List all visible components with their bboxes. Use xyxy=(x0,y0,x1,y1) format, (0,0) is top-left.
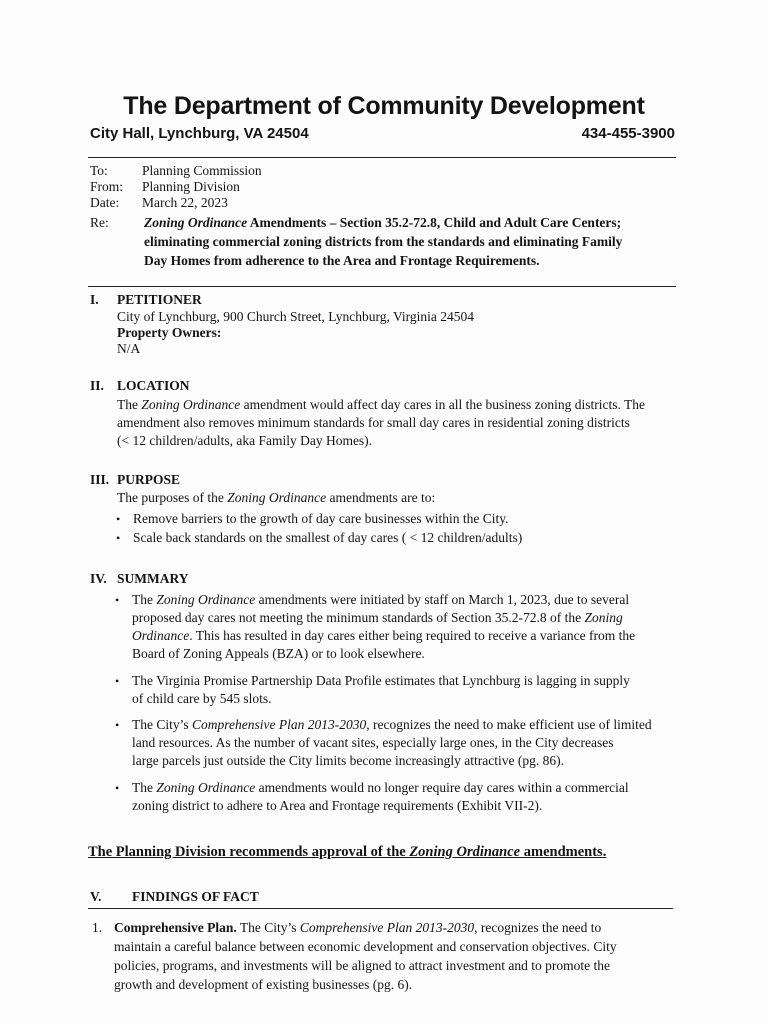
section-purpose-intro: The purposes of the Zoning Ordinance amendments are to: xyxy=(117,490,436,505)
re-line-3: Day Homes from adherence to the Area and Frontage Requirements. xyxy=(144,253,540,268)
department-title: The Department of Community Development xyxy=(123,92,645,120)
recommendation-statement: The Planning Division recommends approval of the Zoning Ordinance amendments. xyxy=(88,844,607,860)
finding-item-number: 1. xyxy=(92,920,103,935)
document-page: The Department of Community Development City Hall, Lynchburg, VA 24504 434-455-3900 To: Planning Commission From: Planning Division Date: March 22, 2023 Re: Zoning Ordinance Amendments – Section 35.2-72.8, Child and Adult Care Centers; eliminating commercial zoning districts from the standards and eliminating Family Day Homes from adherence to the Area and Frontage Requirements. I. PETITIONER City of Lynchburg, 900 Church Street, Lynchburg, Virginia 24504 Property Owners: N/A II. LOCATION The Zoning Ordinance amendment would affect day cares in all the business zoning districts. The amendment also removes minimum standards for small day cares in residential zoning districts (< 12 children/adults, aka Family Day Homes). III. PURPOSE The purposes of the Zoning Ordinance amendments are to: • Remove barriers to the growth of day care businesses within the City. • Scale back standards on the smallest of day cares ( < 12 children/adults) IV. SUMMARY • The Zoning Ordinance amendments were initiated by staff on March 1, 2023, due to several proposed day cares not meeting the minimum standards of Section 35.2-72.8 of the Zoning Ordinance. This has resulted in day cares either being required to receive a variance from the Board of Zoning Appeals (BZA) or to look elsewhere. • The Virginia Promise Partnership Data Profile estimates that Lynchburg is lagging in supply of child care by 545 slots. • The City’s Comprehensive Plan 2013-2030, recognizes the need to make efficient use of limited land resources. As the number of vacant sites, especially large ones, in the City decreases large parcels just outside the City limits become increasingly attractive (pg. 86). • The Zoning Ordinance amendments would no longer require day cares within a commercial zoning district to adhere to Area and Frontage requirements (Exhibit VII-2). The Planning Division recommends approval of the Zoning Ordinance amendments. V. FINDINGS OF FACT 1. Comprehensive Plan. The City’s Comprehensive Plan 2013-2030, recognizes the need to maintain a careful balance between economic development and conservation objectives. City policies, programs, and investments will be aligned to attract investment and to promote the growth and development of existing businesses (pg. 6). xyxy=(0,0,768,1024)
memo-to-label: To: xyxy=(90,163,108,178)
memo-from-label: From: xyxy=(90,179,124,194)
bullet-icon: • xyxy=(115,718,120,732)
memo-block xyxy=(90,163,262,211)
memo-date xyxy=(90,195,262,211)
memo-to xyxy=(90,163,262,179)
re-line-2: eliminating commercial zoning districts from the standards and eliminating Family xyxy=(144,234,623,249)
memo-re-subject xyxy=(144,213,664,270)
bullet-icon: • xyxy=(115,593,120,607)
memo-to-value: Planning Commission xyxy=(142,163,262,178)
bullet-icon: • xyxy=(116,512,121,526)
memo-from xyxy=(90,179,262,195)
findings-divider xyxy=(88,908,673,909)
section-summary-heading: IV. SUMMARY xyxy=(90,571,189,586)
re-line-1: Amendments – Section 35.2-72.8, Child and Adult Care Centers; xyxy=(247,215,622,230)
bullet-icon: • xyxy=(115,781,120,795)
section-petitioner-body: City of Lynchburg, 900 Church Street, Lynchburg, Virginia 24504 Property Owners: N/A xyxy=(117,309,475,356)
memo-re-label: Re: xyxy=(90,215,109,230)
section-purpose-heading: III. PURPOSE xyxy=(90,472,181,487)
section-location-body: The Zoning Ordinance amendment would affect day cares in all the business zoning districts. The amendment also removes minimum standards for small day cares in residential zoning districts (< 12 children/adults, aka Family Day Homes). xyxy=(117,397,646,448)
memo-from-value: Planning Division xyxy=(142,179,240,194)
section-findings-heading: V. FINDINGS OF FACT xyxy=(90,889,259,904)
bullet-icon: • xyxy=(116,531,121,545)
bullet-icon: • xyxy=(115,674,120,688)
header-divider xyxy=(88,157,676,158)
city-hall-address: City Hall, Lynchburg, VA 24504 xyxy=(90,125,309,142)
memo-divider xyxy=(88,286,676,287)
memo-date-value: March 22, 2023 xyxy=(142,195,228,210)
re-italic: Zoning Ordinance xyxy=(144,215,248,230)
section-location-heading: II. LOCATION xyxy=(90,378,190,393)
memo-date-label: Date: xyxy=(90,195,120,210)
section-petitioner-heading: I. PETITIONER xyxy=(90,292,202,307)
phone-number: 434-455-3900 xyxy=(581,125,675,142)
